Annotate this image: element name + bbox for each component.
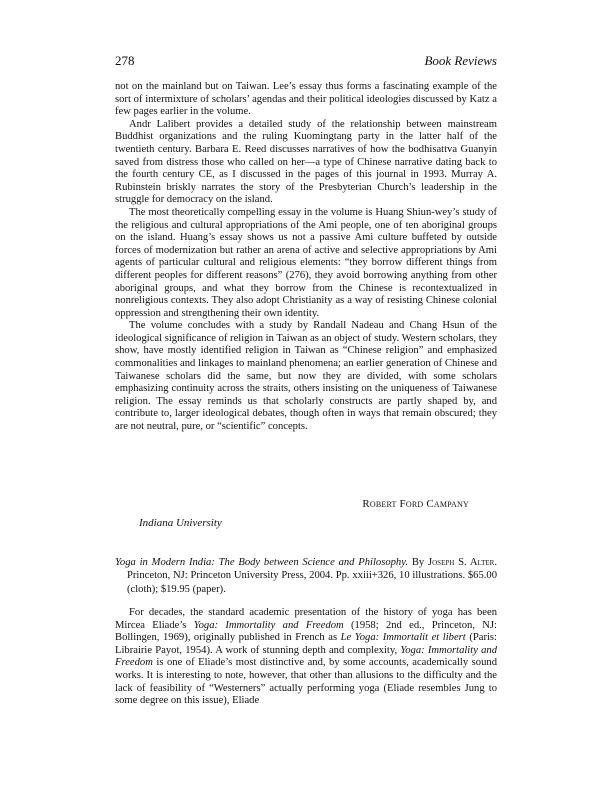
text-run: For decades, the standard academic presentation of the history of yoga has been Mircea Eliade’s xyxy=(115,607,497,631)
paragraph: Andr Lalibert provides a detailed study of the relationship between mainstream Buddhist organizations and the ruling Kuomingtang party in the latter half of the twentieth century. Barbara E. Reed discusses narratives of how the bodhisattva Guanyin saved from distress those who called on her—a type of Chinese narrative dating back to the fourth century CE, as I discussed in the pages of this journal in 1993. Murray A. Rubinstein briskly narrates the story of the Presbyterian Church’s leadership in the struggle for democracy on the island. xyxy=(115,118,497,206)
citation-by: By xyxy=(411,557,425,568)
cited-book-author: Joseph S. Alter xyxy=(428,557,495,568)
paragraph: The volume concludes with a study by Randall Nadeau and Chang Hsun of the ideological significance of religion in Taiwan as an object of study. Western scholars, they show, have mostly identified religion in Taiwan as “Chinese religion” and emphasized commonalities and linkages to mainland phenomena; an earlier generation of Chinese and Taiwanese scholars did the same, but now they are divided, with some scholars emphasizing continuity across the straits, others insisting on the uniqueness of Taiwanese religion. The essay reminds us that scholarly constructs are partly shaped by, and contribute to, larger ideological debates, though often in ways that remain obscured; they are not neutral, pure, or “scientific” concepts. xyxy=(115,320,497,433)
paragraph: not on the mainland but on Taiwan. Lee’s essay thus forms a fascinating example of the sort of intermixture of scholars’ agendas and their political ideologies discussed by Katz a few pages earlier in the volume. xyxy=(115,81,497,118)
citation-publication: . Princeton, NJ: Princeton University Press, 2004. Pp. xxiii+326, 10 illustrations. $65.00 (cloth); $19.95 (paper). xyxy=(127,557,498,595)
italic-title: Yoga: Immortality and Freedom xyxy=(115,644,497,669)
running-title: Book Reviews xyxy=(424,53,497,68)
italic-title: Le Yoga: Immortalit et libert xyxy=(340,632,470,644)
cited-book-title: Yoga in Modern India: The Body between Science and Philosophy. xyxy=(115,557,408,568)
text-run: is one of Eliade’s most distinctive and, by some accounts, academically sound works. It is interesting to note, however, that other than allusions to the difficulty and the lack of feasibility of “Westerners” actually performing yoga (Eliade resembles Jung to some degree on this issue), Eliade xyxy=(115,657,497,707)
new-review-text xyxy=(115,607,497,708)
text-run: (Paris: Librairie Payot, 1954). A work of stunning depth and complexity, xyxy=(115,632,497,656)
text-run: (1958; 2nd ed., Princeton, NJ: Bollingen, 1969), originally published in French as xyxy=(115,619,497,644)
page-number: 278 xyxy=(115,53,135,68)
review-continuation-text xyxy=(115,81,497,434)
paragraph: The most theoretically compelling essay in the volume is Huang Shiun-wey’s study of the religious and cultural appropriations of the Ami people, one of ten aboriginal groups on the island. Huang’s essay shows us not a passive Ami culture buffeted by outside forces of modernization but rather an arena of active and selective appropriations by Ami agents of particular cultural and religious elements: “they borrow different things from different peoples for different reasons” (276), they avoid borrowing anything from other aboriginal groups, and what they borrow from the Chinese is recontextualized in nonreligious contexts. They also adopt Christianity as a way of resisting Chinese colonial oppression and strengthening their own identity. xyxy=(115,206,497,319)
reviewer-signature xyxy=(115,497,497,533)
reviewer-name: Robert Ford Campany xyxy=(362,498,469,510)
italic-title: Yoga: Immortality and Freedom xyxy=(193,619,344,631)
book-citation xyxy=(115,556,497,596)
paragraph xyxy=(115,607,497,708)
reviewer-affiliation: Indiana University xyxy=(139,517,222,529)
